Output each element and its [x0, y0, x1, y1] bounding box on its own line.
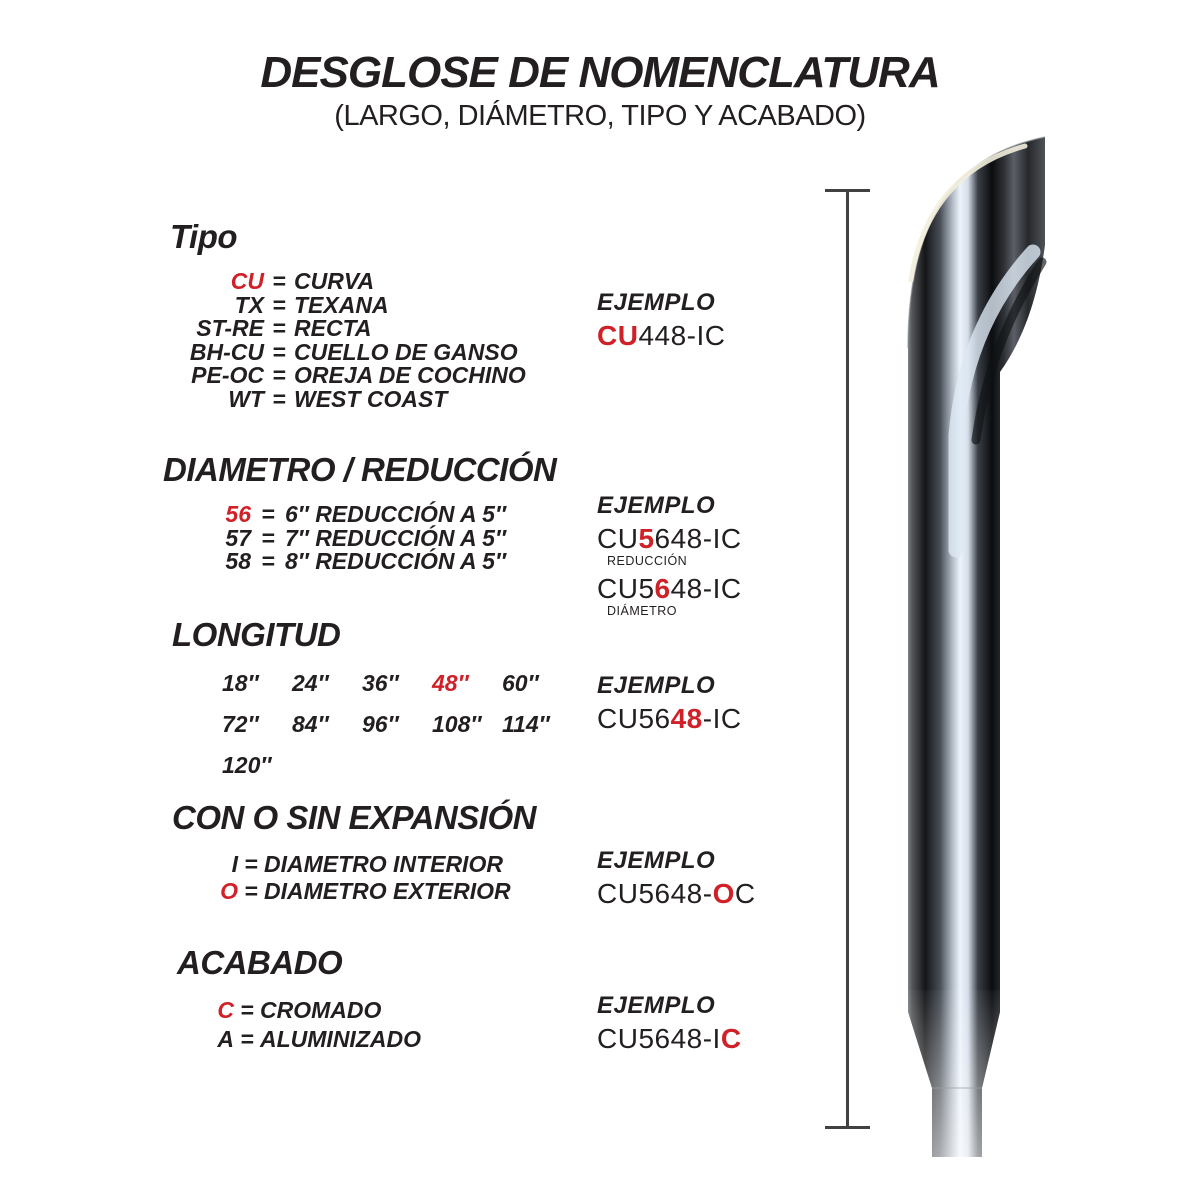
desc-west-coast: WEST COAST	[294, 385, 448, 412]
pipe-lower-silver-fade	[908, 990, 1000, 1157]
equals-sign: =	[272, 291, 286, 318]
expansion-entries	[172, 851, 536, 905]
code-part-highlight: CU	[597, 320, 639, 351]
example-expansion	[597, 847, 756, 909]
section-diametro-heading: DIAMETRO / REDUCCIÓN	[163, 451, 557, 488]
example-label: EJEMPLO	[597, 289, 716, 316]
code-part: 48-IC	[670, 573, 742, 604]
example-sublabel-reduccion: REDUCCIÓN	[607, 554, 688, 568]
section-expansion	[172, 799, 536, 905]
example-label: EJEMPLO	[597, 992, 716, 1019]
section-tipo-heading: Tipo	[170, 218, 238, 255]
equals-sign: =	[272, 385, 286, 412]
desc-reduccion-8: 8″ REDUCCIÓN A 5″	[285, 548, 506, 574]
desc-curva: CURVA	[294, 268, 375, 294]
diametro-entries	[163, 503, 556, 574]
example-sublabel-diametro: DIÁMETRO	[607, 604, 677, 618]
example-label: EJEMPLO	[597, 672, 716, 699]
equals-sign: =	[272, 268, 286, 294]
code-part: 648-IC	[654, 523, 742, 554]
code-part: CU5648-I	[597, 1023, 721, 1054]
page-subtitle: (LARGO, DIÁMETRO, TIPO Y ACABADO)	[334, 100, 866, 132]
section-diametro-reduccion	[163, 451, 556, 574]
list-item	[170, 317, 526, 341]
page-title: DESGLOSE DE NOMENCLATURA	[260, 48, 940, 97]
exhaust-stack-figure	[800, 120, 1080, 1180]
exhaust-pipe-illustration	[908, 137, 1045, 1157]
example-longitud	[597, 672, 742, 734]
list-item	[177, 1025, 421, 1054]
length-value: 60″	[502, 670, 539, 696]
measure-cap-bottom	[825, 1126, 870, 1129]
example-code	[597, 573, 742, 604]
desc-reduccion-6: 6″ REDUCCIÓN A 5″	[285, 501, 506, 527]
code-part: C	[734, 878, 756, 909]
equals-sign: =	[272, 338, 286, 365]
equals-sign: =	[272, 315, 286, 341]
length-value: 120″	[222, 752, 272, 778]
length-value: 114″	[502, 711, 550, 737]
length-value: 72″	[222, 711, 259, 737]
code-57: 57	[225, 524, 251, 551]
equals-sign: =	[240, 997, 254, 1023]
code-wt: WT	[228, 385, 264, 412]
code-part: CU56	[597, 703, 671, 734]
length-value: 108″	[432, 711, 482, 737]
code-st-re: ST-RE	[196, 315, 264, 341]
code-part: CU	[597, 523, 639, 554]
code-bh-cu: BH-CU	[189, 338, 264, 365]
list-item	[170, 364, 526, 388]
example-label: EJEMPLO	[597, 492, 716, 519]
list-item	[163, 524, 556, 551]
section-longitud	[172, 616, 572, 779]
code-part: CU5	[597, 573, 655, 604]
length-value: 18″	[222, 670, 259, 696]
example-tipo	[597, 289, 726, 351]
code-58: 58	[225, 548, 251, 574]
tipo-entries	[170, 270, 526, 411]
measurement-line	[825, 189, 870, 1129]
example-code	[597, 523, 742, 554]
example-code	[597, 703, 742, 734]
desc-diametro-interior: DIAMETRO INTERIOR	[264, 851, 503, 877]
list-item	[170, 270, 526, 294]
example-diametro	[597, 492, 742, 623]
measure-stem	[846, 189, 849, 1129]
example-code	[597, 878, 756, 909]
list-item	[172, 878, 536, 905]
code-part: 448-IC	[638, 320, 726, 351]
example-label: EJEMPLO	[597, 847, 716, 874]
desc-recta: RECTA	[294, 315, 372, 341]
code-c: C	[217, 997, 234, 1023]
longitud-values-grid	[222, 670, 572, 779]
desc-diametro-exterior: DIAMETRO EXTERIOR	[264, 878, 511, 904]
desc-texana: TEXANA	[294, 291, 389, 318]
desc-cuello-de-ganso: CUELLO DE GANSO	[294, 338, 518, 365]
code-tx: TX	[234, 291, 264, 318]
code-part: -IC	[702, 703, 742, 734]
code-a: A	[217, 1026, 234, 1052]
example-acabado	[597, 992, 742, 1054]
list-item	[170, 385, 526, 412]
section-acabado	[177, 944, 421, 1054]
equals-sign: =	[244, 878, 258, 904]
code-i: I	[231, 851, 238, 877]
equals-sign: =	[244, 851, 258, 877]
equals-sign: =	[261, 548, 275, 574]
length-value-highlighted: 48″	[432, 670, 469, 696]
code-part: CU5648-	[597, 878, 713, 909]
equals-sign: =	[272, 362, 286, 388]
equals-sign: =	[240, 1026, 254, 1052]
code-o: O	[220, 878, 238, 904]
desc-oreja-de-cochino: OREJA DE COCHINO	[294, 362, 526, 388]
section-tipo	[170, 218, 526, 411]
equals-sign: =	[261, 501, 275, 527]
code-pe-oc: PE-OC	[191, 362, 264, 388]
list-item	[163, 550, 556, 574]
section-longitud-heading: LONGITUD	[172, 616, 341, 653]
list-item	[177, 996, 421, 1025]
code-part-highlight: O	[712, 878, 735, 909]
code-part-highlight: 6	[654, 573, 671, 604]
acabado-entries	[177, 996, 421, 1054]
code-cu: CU	[230, 268, 264, 294]
list-item	[163, 503, 556, 527]
code-part-highlight: C	[720, 1023, 742, 1054]
code-part-highlight: 48	[670, 703, 703, 734]
list-item	[170, 338, 526, 365]
equals-sign: =	[261, 524, 275, 551]
section-expansion-heading: CON O SIN EXPANSIÓN	[172, 799, 536, 836]
desc-reduccion-7: 7″ REDUCCIÓN A 5″	[285, 524, 506, 551]
list-item	[170, 291, 526, 318]
section-acabado-heading: ACABADO	[177, 944, 343, 981]
desc-cromado: CROMADO	[260, 997, 382, 1023]
example-code	[597, 320, 726, 351]
example-code	[597, 1023, 742, 1054]
length-value: 84″	[292, 711, 329, 737]
list-item	[172, 851, 536, 878]
length-value: 24″	[292, 670, 329, 696]
length-value: 96″	[362, 711, 399, 737]
desc-aluminizado: ALUMINIZADO	[260, 1026, 421, 1052]
code-part-highlight: 5	[638, 523, 655, 554]
code-56: 56	[225, 501, 251, 527]
length-value: 36″	[362, 670, 399, 696]
